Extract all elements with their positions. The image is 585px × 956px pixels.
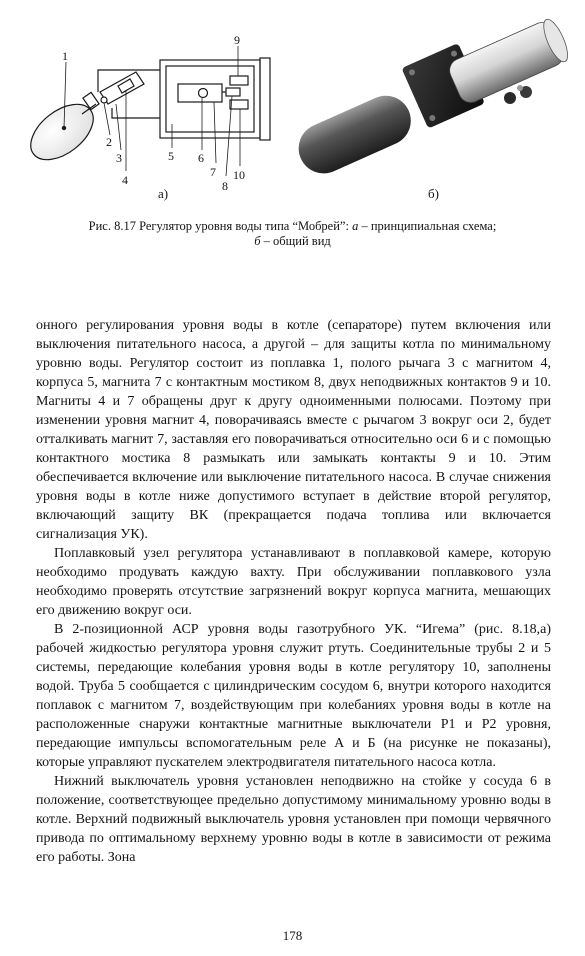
label-part-3: 3: [116, 151, 122, 165]
subfigure-label-a: а): [158, 186, 169, 201]
leader-2: [104, 103, 110, 135]
leader-8: [226, 96, 232, 176]
housing-flange: [260, 58, 270, 140]
axis-6: [199, 89, 208, 98]
body-text: [36, 316, 551, 867]
housing-5: [160, 60, 260, 138]
label-part-8: 8: [222, 179, 228, 193]
contact-9: [230, 76, 248, 85]
figure-caption: [30, 219, 555, 249]
schematic-a: [21, 46, 270, 176]
float-part: [21, 93, 104, 170]
photo-b: [291, 16, 573, 181]
label-part-10: 10: [233, 168, 245, 182]
caption-text-a: – принципиальная схема;: [358, 219, 497, 233]
label-part-2: 2: [106, 135, 112, 149]
leader-3: [116, 104, 121, 150]
bracket-bottom: [112, 108, 160, 118]
label-part-1: 1: [62, 49, 68, 63]
caption-letter-a: а: [352, 219, 359, 233]
paragraph: Поплавковый узел регулятора устанавливают в поплавковой камере, которую необходимо продувать каждую вахту. При обслуживании поплавкового узла необходимо проверять отсутствие загрязнений вокруг корпуса магнита, мешающих его движению вокруг оси.: [36, 546, 551, 618]
label-part-9: 9: [234, 33, 240, 47]
label-part-5: 5: [168, 149, 174, 163]
axis-2: [101, 97, 107, 103]
caption-letter-b: б: [254, 234, 261, 248]
caption-text-b: – общий вид: [260, 234, 331, 248]
label-part-4: 4: [122, 173, 128, 187]
paragraph: Нижний выключатель уровня установлен неподвижно на стойке у сосуда 6 в положение, соответствующее предельно допустимому минимальному уровню воды в котле. Верхний подвижный выключатель уровня установлен при помощи червячного привода по оптимальному верхнему уровню воды в котле в зависимости от режима его работы. Зона: [36, 774, 551, 865]
label-part-7: 7: [210, 165, 216, 179]
contact-bridge-8: [226, 88, 240, 96]
label-part-6: 6: [198, 151, 204, 165]
figure-drawings: [0, 0, 585, 200]
paragraph: В 2-позиционной АСР уровня воды газотрубного УК. “Игема” (рис. 8.18,а) рабочей жидкостью регулятора уровня служит ртуть. Соединительные трубы 2 и 5 системы, передающие колебания уровня воды в котле регулятору 10, заполнены водой. Труба 5 сообщается с цилиндрическим сосудом 6, внутри которого находится поплавок с магнитом 7, воздействующим при колебаниях уровня воды в котле на расположенные снаружи контактные магнитные выключатели P1 и P2 уровня, передающие импульсы вспомогательным реле А и Б (на рисунке не показаны), которые управляют пускателем электродвигателя питательного насоса котла.: [36, 622, 551, 770]
subfigure-label-b: б): [428, 186, 439, 201]
paragraph: онного регулирования уровня воды в котле (сепараторе) путем включения или выключения питательного насоса, а другой – для защиты котла по минимальному уровню воды. Регулятор состоит из поплавка 1, полого рычага 3 с магнитом 4, корпуса 5, магнита 7 с контактным мостиком 8, двух неподвижных контактов 9 и 10. Магниты 4 и 7 обращены друг к другу одноименными полюсами. Поэтому при изменении уровня магнит 4, поворачиваясь вместе с рычагом 3 вокруг оси 2, будет отталкивать магнит 7, заставляя его поворачиваться относительно оси 6 и с помощью контактного мостика 8 размыкать или замыкать контакты 9 и 10. Этим обеспечивается включение или выключение питательного насоса. В случае снижения уровня воды в котле ниже допустимого вступает в действие второй регулятор, включающий защиту ВК (прекращается подача топлива или включается сигнализация УК).: [36, 318, 551, 542]
figure-8-17: [0, 0, 585, 265]
page-number: 178: [282, 928, 303, 943]
contact-10: [230, 100, 248, 109]
caption-prefix: Рис. 8.17 Регулятор уровня воды типа “Мобрей”:: [88, 219, 353, 233]
